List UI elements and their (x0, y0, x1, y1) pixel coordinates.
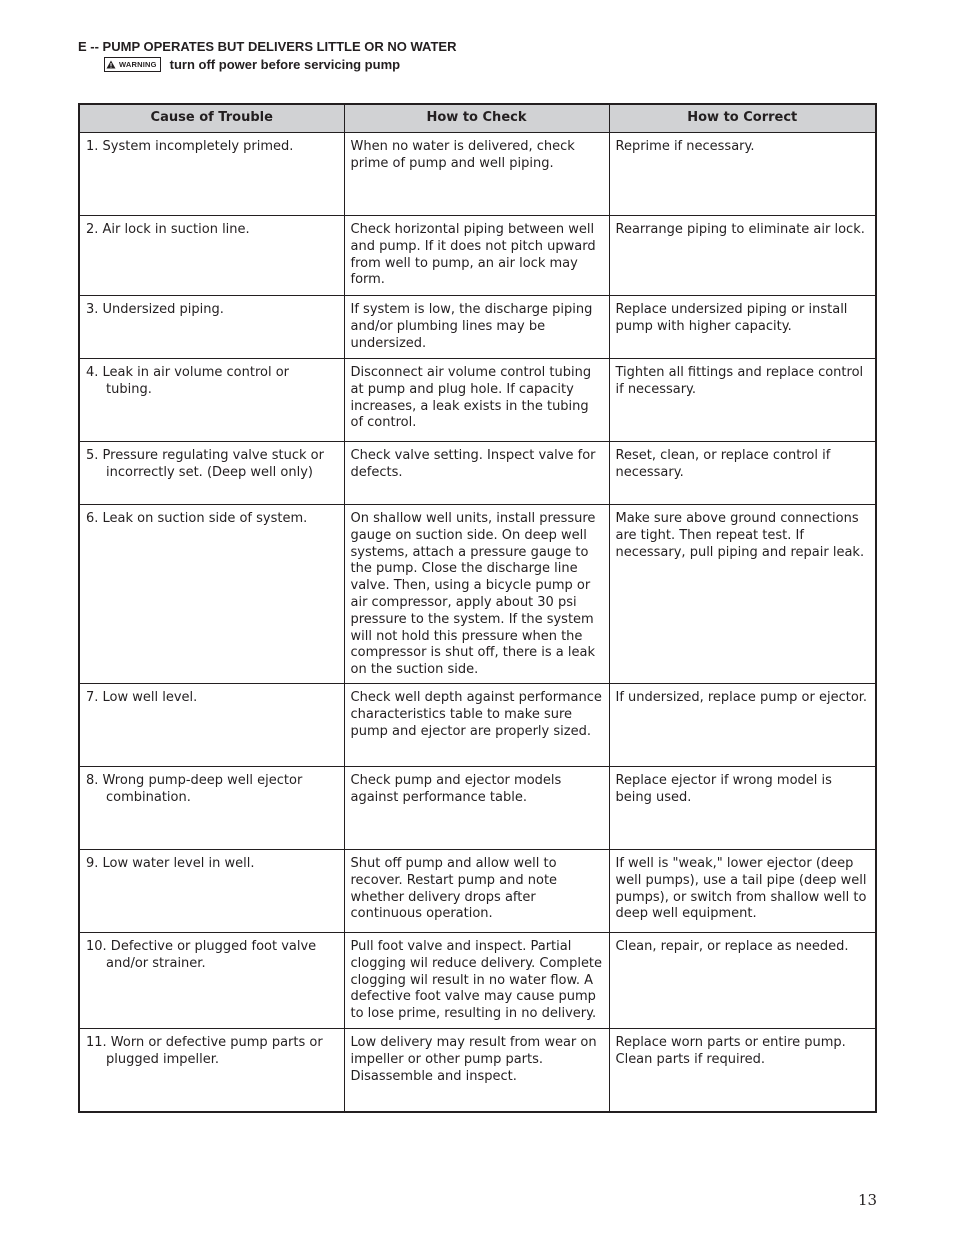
check-cell: Check valve setting. Inspect valve for defects. (344, 442, 609, 505)
header-check: How to Check (344, 104, 609, 133)
check-cell: Check well depth against performance characteristics table to make sure pump and ejector are properly sized. (344, 684, 609, 767)
cause-cell (79, 767, 344, 850)
table-row (79, 359, 876, 442)
check-cell: On shallow well units, install pressure gauge on suction side. On deep well systems, attach a pressure gauge to the pump. Close the discharge line valve. Then, using a bicycle pump or air compressor, apply about 30 psi pressure to the system. If the system will not hold this pressure when the compressor is shut off, there is a leak on the suction side. (344, 505, 609, 684)
cause-cell (79, 684, 344, 767)
section-heading: E -- PUMP OPERATES BUT DELIVERS LITTLE OR NO WATER (78, 39, 457, 54)
table-row (79, 684, 876, 767)
cause-text: 10. Defective or plugged foot valve and/or strainer. (86, 939, 317, 971)
table-row (79, 216, 876, 296)
table-row (79, 133, 876, 216)
cause-cell (79, 933, 344, 1029)
check-cell: Shut off pump and allow well to recover. Restart pump and note whether delivery drops after continuous operation. (344, 850, 609, 933)
correct-cell: Replace worn parts or entire pump. Clean parts if required. (609, 1029, 876, 1112)
correct-cell: Clean, repair, or replace as needed. (609, 933, 876, 1029)
cause-text: 6. Leak on suction side of system. (86, 511, 308, 526)
table-row (79, 933, 876, 1029)
check-cell: Check horizontal piping between well and pump. If it does not pitch upward from well to pump, an air lock may form. (344, 216, 609, 296)
check-cell: Disconnect air volume control tubing at pump and plug hole. If capacity increases, a leak exists in the tubing of control. (344, 359, 609, 442)
correct-cell: Reset, clean, or replace control if necessary. (609, 442, 876, 505)
cause-text: 1. System incompletely primed. (86, 139, 294, 154)
cause-text: 3. Undersized piping. (86, 302, 224, 317)
warning-triangle-icon (106, 60, 116, 69)
cause-text: 5. Pressure regulating valve stuck or incorrectly set. (Deep well only) (86, 448, 324, 480)
check-cell: Pull foot valve and inspect. Partial clogging wil reduce delivery. Complete clogging wil result in no water flow. A defective foot valve may cause pump to lose prime, resulting in no delivery. (344, 933, 609, 1029)
header-cause: Cause of Trouble (79, 104, 344, 133)
cause-text: 8. Wrong pump-deep well ejector combination. (86, 773, 303, 805)
correct-cell: Replace ejector if wrong model is being used. (609, 767, 876, 850)
correct-cell: Tighten all fittings and replace control if necessary. (609, 359, 876, 442)
cause-text: 11. Worn or defective pump parts or plugged impeller. (86, 1035, 323, 1067)
table-row (79, 442, 876, 505)
correct-cell: Rearrange piping to eliminate air lock. (609, 216, 876, 296)
cause-cell (79, 359, 344, 442)
cause-cell (79, 216, 344, 296)
table-row (79, 1029, 876, 1112)
check-cell: When no water is delivered, check prime of pump and well piping. (344, 133, 609, 216)
table-row (79, 850, 876, 933)
cause-text: 4. Leak in air volume control or tubing. (86, 365, 289, 397)
cause-cell (79, 850, 344, 933)
cause-cell (79, 296, 344, 359)
table-row (79, 505, 876, 684)
correct-cell: Replace undersized piping or install pump with higher capacity. (609, 296, 876, 359)
warning-badge (104, 57, 161, 72)
table-row (79, 296, 876, 359)
check-cell: Check pump and ejector models against performance table. (344, 767, 609, 850)
troubleshooting-table (78, 103, 877, 1113)
page-number: 13 (858, 1191, 878, 1209)
cause-text: 9. Low water level in well. (86, 856, 255, 871)
warning-badge-label: WARNING (119, 60, 157, 69)
table-row (79, 767, 876, 850)
warning-line (104, 57, 400, 72)
cause-cell (79, 1029, 344, 1112)
correct-cell: If well is "weak," lower ejector (deep well pumps), use a tail pipe (deep well pumps), or switch from shallow well to deep well equipment. (609, 850, 876, 933)
check-cell: Low delivery may result from wear on impeller or other pump parts. Disassemble and inspect. (344, 1029, 609, 1112)
table-header-row (79, 104, 876, 133)
correct-cell: If undersized, replace pump or ejector. (609, 684, 876, 767)
correct-cell: Make sure above ground connections are tight. Then repeat test. If necessary, pull piping and repair leak. (609, 505, 876, 684)
cause-cell (79, 505, 344, 684)
cause-cell (79, 442, 344, 505)
header-correct: How to Correct (609, 104, 876, 133)
cause-text: 2. Air lock in suction line. (86, 222, 250, 237)
cause-text: 7. Low well level. (86, 690, 198, 705)
correct-cell: Reprime if necessary. (609, 133, 876, 216)
warning-text: turn off power before servicing pump (169, 57, 401, 72)
check-cell: If system is low, the discharge piping and/or plumbing lines may be undersized. (344, 296, 609, 359)
cause-cell (79, 133, 344, 216)
